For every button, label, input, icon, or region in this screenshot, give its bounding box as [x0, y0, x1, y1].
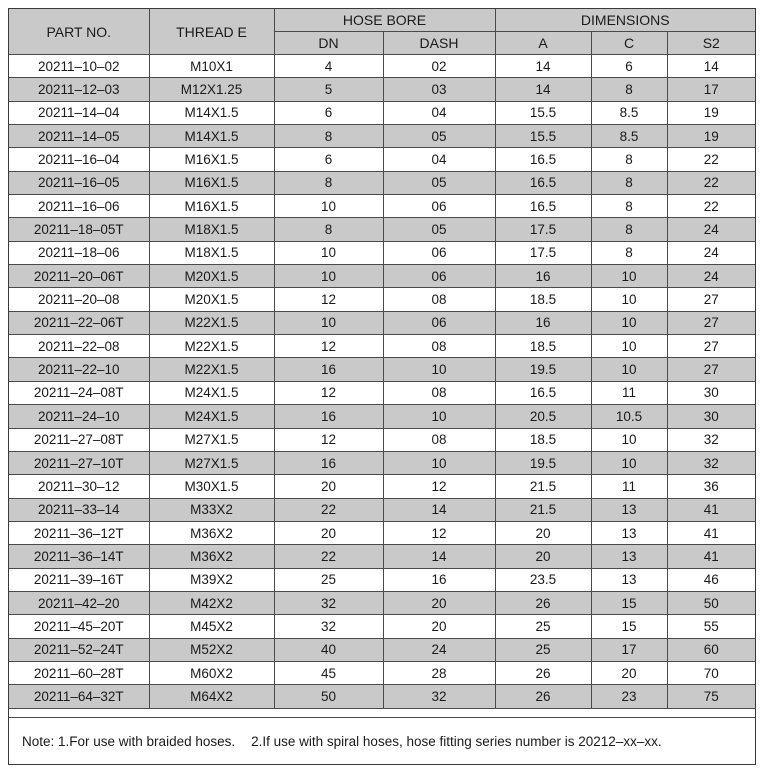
table-row [9, 335, 755, 358]
cell-dash: 08 [383, 288, 495, 311]
cell-thread: M45X2 [149, 615, 274, 638]
cell-dash: 04 [383, 101, 495, 124]
cell-dn: 10 [274, 195, 383, 218]
cell-part: 20211–14–04 [9, 101, 149, 124]
cell-part: 20211–27–10T [9, 451, 149, 474]
cell-dn: 5 [274, 78, 383, 101]
table-row [9, 475, 755, 498]
cell-dn: 10 [274, 241, 383, 264]
cell-s2: 19 [667, 125, 755, 148]
cell-thread: M24X1.5 [149, 381, 274, 404]
cell-c: 10 [591, 451, 667, 474]
cell-c: 13 [591, 545, 667, 568]
table-row [9, 265, 755, 288]
cell-a: 18.5 [495, 288, 591, 311]
table-row [9, 638, 755, 661]
cell-s2: 60 [667, 638, 755, 661]
cell-thread: M30X1.5 [149, 475, 274, 498]
fitting-spec-table [9, 9, 755, 709]
cell-part: 20211–16–05 [9, 171, 149, 194]
cell-a: 15.5 [495, 125, 591, 148]
cell-c: 10 [591, 288, 667, 311]
cell-c: 10 [591, 265, 667, 288]
table-row [9, 55, 755, 78]
cell-dash: 05 [383, 171, 495, 194]
cell-thread: M16X1.5 [149, 171, 274, 194]
cell-s2: 17 [667, 78, 755, 101]
cell-s2: 22 [667, 171, 755, 194]
cell-dash: 20 [383, 615, 495, 638]
cell-thread: M22X1.5 [149, 311, 274, 334]
cell-dash: 05 [383, 125, 495, 148]
cell-dn: 32 [274, 615, 383, 638]
cell-dash: 10 [383, 451, 495, 474]
cell-part: 20211–12–03 [9, 78, 149, 101]
cell-s2: 24 [667, 218, 755, 241]
table-row [9, 661, 755, 684]
cell-s2: 14 [667, 55, 755, 78]
cell-dn: 4 [274, 55, 383, 78]
cell-c: 8 [591, 241, 667, 264]
cell-dn: 8 [274, 171, 383, 194]
cell-thread: M18X1.5 [149, 241, 274, 264]
header-dimensions: DIMENSIONS [495, 9, 755, 32]
footnote [9, 717, 755, 764]
cell-c: 15 [591, 591, 667, 614]
cell-part: 20211–64–32T [9, 685, 149, 708]
cell-a: 16 [495, 311, 591, 334]
cell-thread: M16X1.5 [149, 148, 274, 171]
note-spiral: 2.If use with spiral hoses, hose fitting series number is 20212–xx–xx. [251, 734, 662, 749]
cell-dn: 25 [274, 568, 383, 591]
cell-a: 19.5 [495, 358, 591, 381]
cell-part: 20211–36–12T [9, 521, 149, 544]
cell-part: 20211–20–08 [9, 288, 149, 311]
cell-c: 17 [591, 638, 667, 661]
cell-part: 20211–60–28T [9, 661, 149, 684]
cell-thread: M36X2 [149, 521, 274, 544]
cell-c: 10 [591, 311, 667, 334]
cell-a: 26 [495, 661, 591, 684]
cell-dash: 03 [383, 78, 495, 101]
cell-dash: 06 [383, 311, 495, 334]
cell-dn: 12 [274, 428, 383, 451]
cell-c: 8 [591, 195, 667, 218]
cell-dash: 12 [383, 521, 495, 544]
cell-s2: 75 [667, 685, 755, 708]
cell-s2: 36 [667, 475, 755, 498]
table-row [9, 498, 755, 521]
cell-part: 20211–18–06 [9, 241, 149, 264]
cell-dn: 50 [274, 685, 383, 708]
cell-part: 20211–20–06T [9, 265, 149, 288]
cell-s2: 30 [667, 405, 755, 428]
cell-s2: 22 [667, 148, 755, 171]
cell-c: 8.5 [591, 101, 667, 124]
cell-thread: M14X1.5 [149, 101, 274, 124]
cell-a: 21.5 [495, 498, 591, 521]
cell-c: 8.5 [591, 125, 667, 148]
cell-thread: M27X1.5 [149, 428, 274, 451]
cell-dn: 16 [274, 358, 383, 381]
cell-s2: 30 [667, 381, 755, 404]
cell-c: 10.5 [591, 405, 667, 428]
cell-part: 20211–16–06 [9, 195, 149, 218]
cell-a: 17.5 [495, 241, 591, 264]
header-s2: S2 [667, 32, 755, 55]
table-row [9, 288, 755, 311]
cell-s2: 22 [667, 195, 755, 218]
cell-dash: 05 [383, 218, 495, 241]
table-row [9, 428, 755, 451]
cell-dn: 10 [274, 265, 383, 288]
cell-part: 20211–33–14 [9, 498, 149, 521]
cell-thread: M12X1.25 [149, 78, 274, 101]
cell-dash: 08 [383, 381, 495, 404]
table-row [9, 381, 755, 404]
cell-a: 19.5 [495, 451, 591, 474]
cell-dn: 12 [274, 381, 383, 404]
header-thread: THREAD E [149, 9, 274, 55]
cell-thread: M24X1.5 [149, 405, 274, 428]
cell-part: 20211–42–20 [9, 591, 149, 614]
spec-sheet [8, 8, 756, 765]
cell-a: 16.5 [495, 148, 591, 171]
cell-s2: 24 [667, 265, 755, 288]
cell-a: 20.5 [495, 405, 591, 428]
table-row [9, 241, 755, 264]
cell-s2: 41 [667, 521, 755, 544]
cell-a: 18.5 [495, 428, 591, 451]
cell-part: 20211–36–14T [9, 545, 149, 568]
cell-thread: M42X2 [149, 591, 274, 614]
cell-dn: 45 [274, 661, 383, 684]
cell-part: 20211–22–06T [9, 311, 149, 334]
cell-c: 15 [591, 615, 667, 638]
table-row [9, 405, 755, 428]
cell-a: 17.5 [495, 218, 591, 241]
cell-s2: 32 [667, 428, 755, 451]
cell-part: 20211–14–05 [9, 125, 149, 148]
cell-part: 20211–52–24T [9, 638, 149, 661]
header-dash: DASH [383, 32, 495, 55]
table-row [9, 568, 755, 591]
cell-c: 8 [591, 218, 667, 241]
cell-thread: M52X2 [149, 638, 274, 661]
table-body [9, 55, 755, 709]
cell-c: 10 [591, 358, 667, 381]
cell-dash: 14 [383, 498, 495, 521]
cell-c: 13 [591, 498, 667, 521]
header-dn: DN [274, 32, 383, 55]
cell-dn: 12 [274, 288, 383, 311]
cell-a: 26 [495, 591, 591, 614]
cell-c: 11 [591, 381, 667, 404]
header-hose-bore: HOSE BORE [274, 9, 495, 32]
cell-s2: 27 [667, 358, 755, 381]
cell-dn: 32 [274, 591, 383, 614]
cell-thread: M10X1 [149, 55, 274, 78]
cell-c: 8 [591, 171, 667, 194]
cell-thread: M22X1.5 [149, 358, 274, 381]
header-a: A [495, 32, 591, 55]
cell-dash: 16 [383, 568, 495, 591]
cell-c: 13 [591, 521, 667, 544]
cell-a: 20 [495, 545, 591, 568]
cell-c: 23 [591, 685, 667, 708]
cell-s2: 24 [667, 241, 755, 264]
cell-a: 14 [495, 55, 591, 78]
cell-a: 14 [495, 78, 591, 101]
cell-a: 15.5 [495, 101, 591, 124]
cell-s2: 41 [667, 498, 755, 521]
cell-a: 25 [495, 615, 591, 638]
table-row [9, 591, 755, 614]
cell-dash: 14 [383, 545, 495, 568]
cell-thread: M33X2 [149, 498, 274, 521]
cell-part: 20211–24–10 [9, 405, 149, 428]
cell-dash: 32 [383, 685, 495, 708]
cell-a: 18.5 [495, 335, 591, 358]
cell-c: 8 [591, 78, 667, 101]
cell-thread: M39X2 [149, 568, 274, 591]
cell-dash: 06 [383, 195, 495, 218]
cell-dash: 06 [383, 241, 495, 264]
cell-thread: M16X1.5 [149, 195, 274, 218]
table-row [9, 125, 755, 148]
cell-dash: 06 [383, 265, 495, 288]
header-c: C [591, 32, 667, 55]
table-row [9, 311, 755, 334]
table-row [9, 148, 755, 171]
table-row [9, 615, 755, 638]
table-row [9, 195, 755, 218]
cell-dash: 08 [383, 335, 495, 358]
cell-s2: 55 [667, 615, 755, 638]
cell-c: 10 [591, 428, 667, 451]
cell-thread: M22X1.5 [149, 335, 274, 358]
table-row [9, 358, 755, 381]
cell-dash: 24 [383, 638, 495, 661]
cell-dn: 6 [274, 148, 383, 171]
cell-part: 20211–24–08T [9, 381, 149, 404]
cell-thread: M36X2 [149, 545, 274, 568]
table-row [9, 521, 755, 544]
cell-dn: 20 [274, 475, 383, 498]
cell-c: 10 [591, 335, 667, 358]
cell-part: 20211–45–20T [9, 615, 149, 638]
cell-c: 8 [591, 148, 667, 171]
cell-dash: 08 [383, 428, 495, 451]
cell-dn: 22 [274, 545, 383, 568]
cell-s2: 70 [667, 661, 755, 684]
table-row [9, 218, 755, 241]
cell-dash: 10 [383, 405, 495, 428]
table-row [9, 78, 755, 101]
cell-thread: M20X1.5 [149, 288, 274, 311]
cell-thread: M64X2 [149, 685, 274, 708]
cell-dash: 28 [383, 661, 495, 684]
cell-a: 16.5 [495, 171, 591, 194]
cell-a: 23.5 [495, 568, 591, 591]
cell-part: 20211–27–08T [9, 428, 149, 451]
cell-dash: 10 [383, 358, 495, 381]
cell-c: 20 [591, 661, 667, 684]
cell-dn: 16 [274, 405, 383, 428]
cell-a: 16.5 [495, 195, 591, 218]
table-row [9, 545, 755, 568]
cell-dn: 12 [274, 335, 383, 358]
cell-dash: 04 [383, 148, 495, 171]
cell-thread: M18X1.5 [149, 218, 274, 241]
table-row [9, 101, 755, 124]
cell-s2: 27 [667, 335, 755, 358]
cell-s2: 19 [667, 101, 755, 124]
cell-part: 20211–10–02 [9, 55, 149, 78]
cell-c: 13 [591, 568, 667, 591]
cell-thread: M60X2 [149, 661, 274, 684]
cell-dn: 20 [274, 521, 383, 544]
cell-dash: 20 [383, 591, 495, 614]
cell-dn: 10 [274, 311, 383, 334]
cell-part: 20211–30–12 [9, 475, 149, 498]
table-row [9, 685, 755, 708]
table-row [9, 451, 755, 474]
cell-c: 6 [591, 55, 667, 78]
cell-dn: 40 [274, 638, 383, 661]
cell-dn: 8 [274, 218, 383, 241]
cell-thread: M20X1.5 [149, 265, 274, 288]
cell-dn: 6 [274, 101, 383, 124]
cell-dn: 16 [274, 451, 383, 474]
cell-part: 20211–22–10 [9, 358, 149, 381]
cell-dash: 02 [383, 55, 495, 78]
cell-dash: 12 [383, 475, 495, 498]
cell-part: 20211–16–04 [9, 148, 149, 171]
note-braided: Note: 1.For use with braided hoses. [22, 734, 236, 749]
cell-thread: M14X1.5 [149, 125, 274, 148]
cell-s2: 46 [667, 568, 755, 591]
cell-s2: 32 [667, 451, 755, 474]
cell-s2: 27 [667, 311, 755, 334]
cell-thread: M27X1.5 [149, 451, 274, 474]
cell-c: 11 [591, 475, 667, 498]
cell-a: 16.5 [495, 381, 591, 404]
cell-part: 20211–39–16T [9, 568, 149, 591]
cell-a: 21.5 [495, 475, 591, 498]
cell-dn: 8 [274, 125, 383, 148]
header-part-no: PART NO. [9, 9, 149, 55]
cell-s2: 50 [667, 591, 755, 614]
cell-a: 20 [495, 521, 591, 544]
cell-s2: 27 [667, 288, 755, 311]
table-row [9, 171, 755, 194]
cell-a: 26 [495, 685, 591, 708]
cell-part: 20211–18–05T [9, 218, 149, 241]
cell-dn: 22 [274, 498, 383, 521]
cell-a: 25 [495, 638, 591, 661]
cell-a: 16 [495, 265, 591, 288]
cell-part: 20211–22–08 [9, 335, 149, 358]
cell-s2: 41 [667, 545, 755, 568]
